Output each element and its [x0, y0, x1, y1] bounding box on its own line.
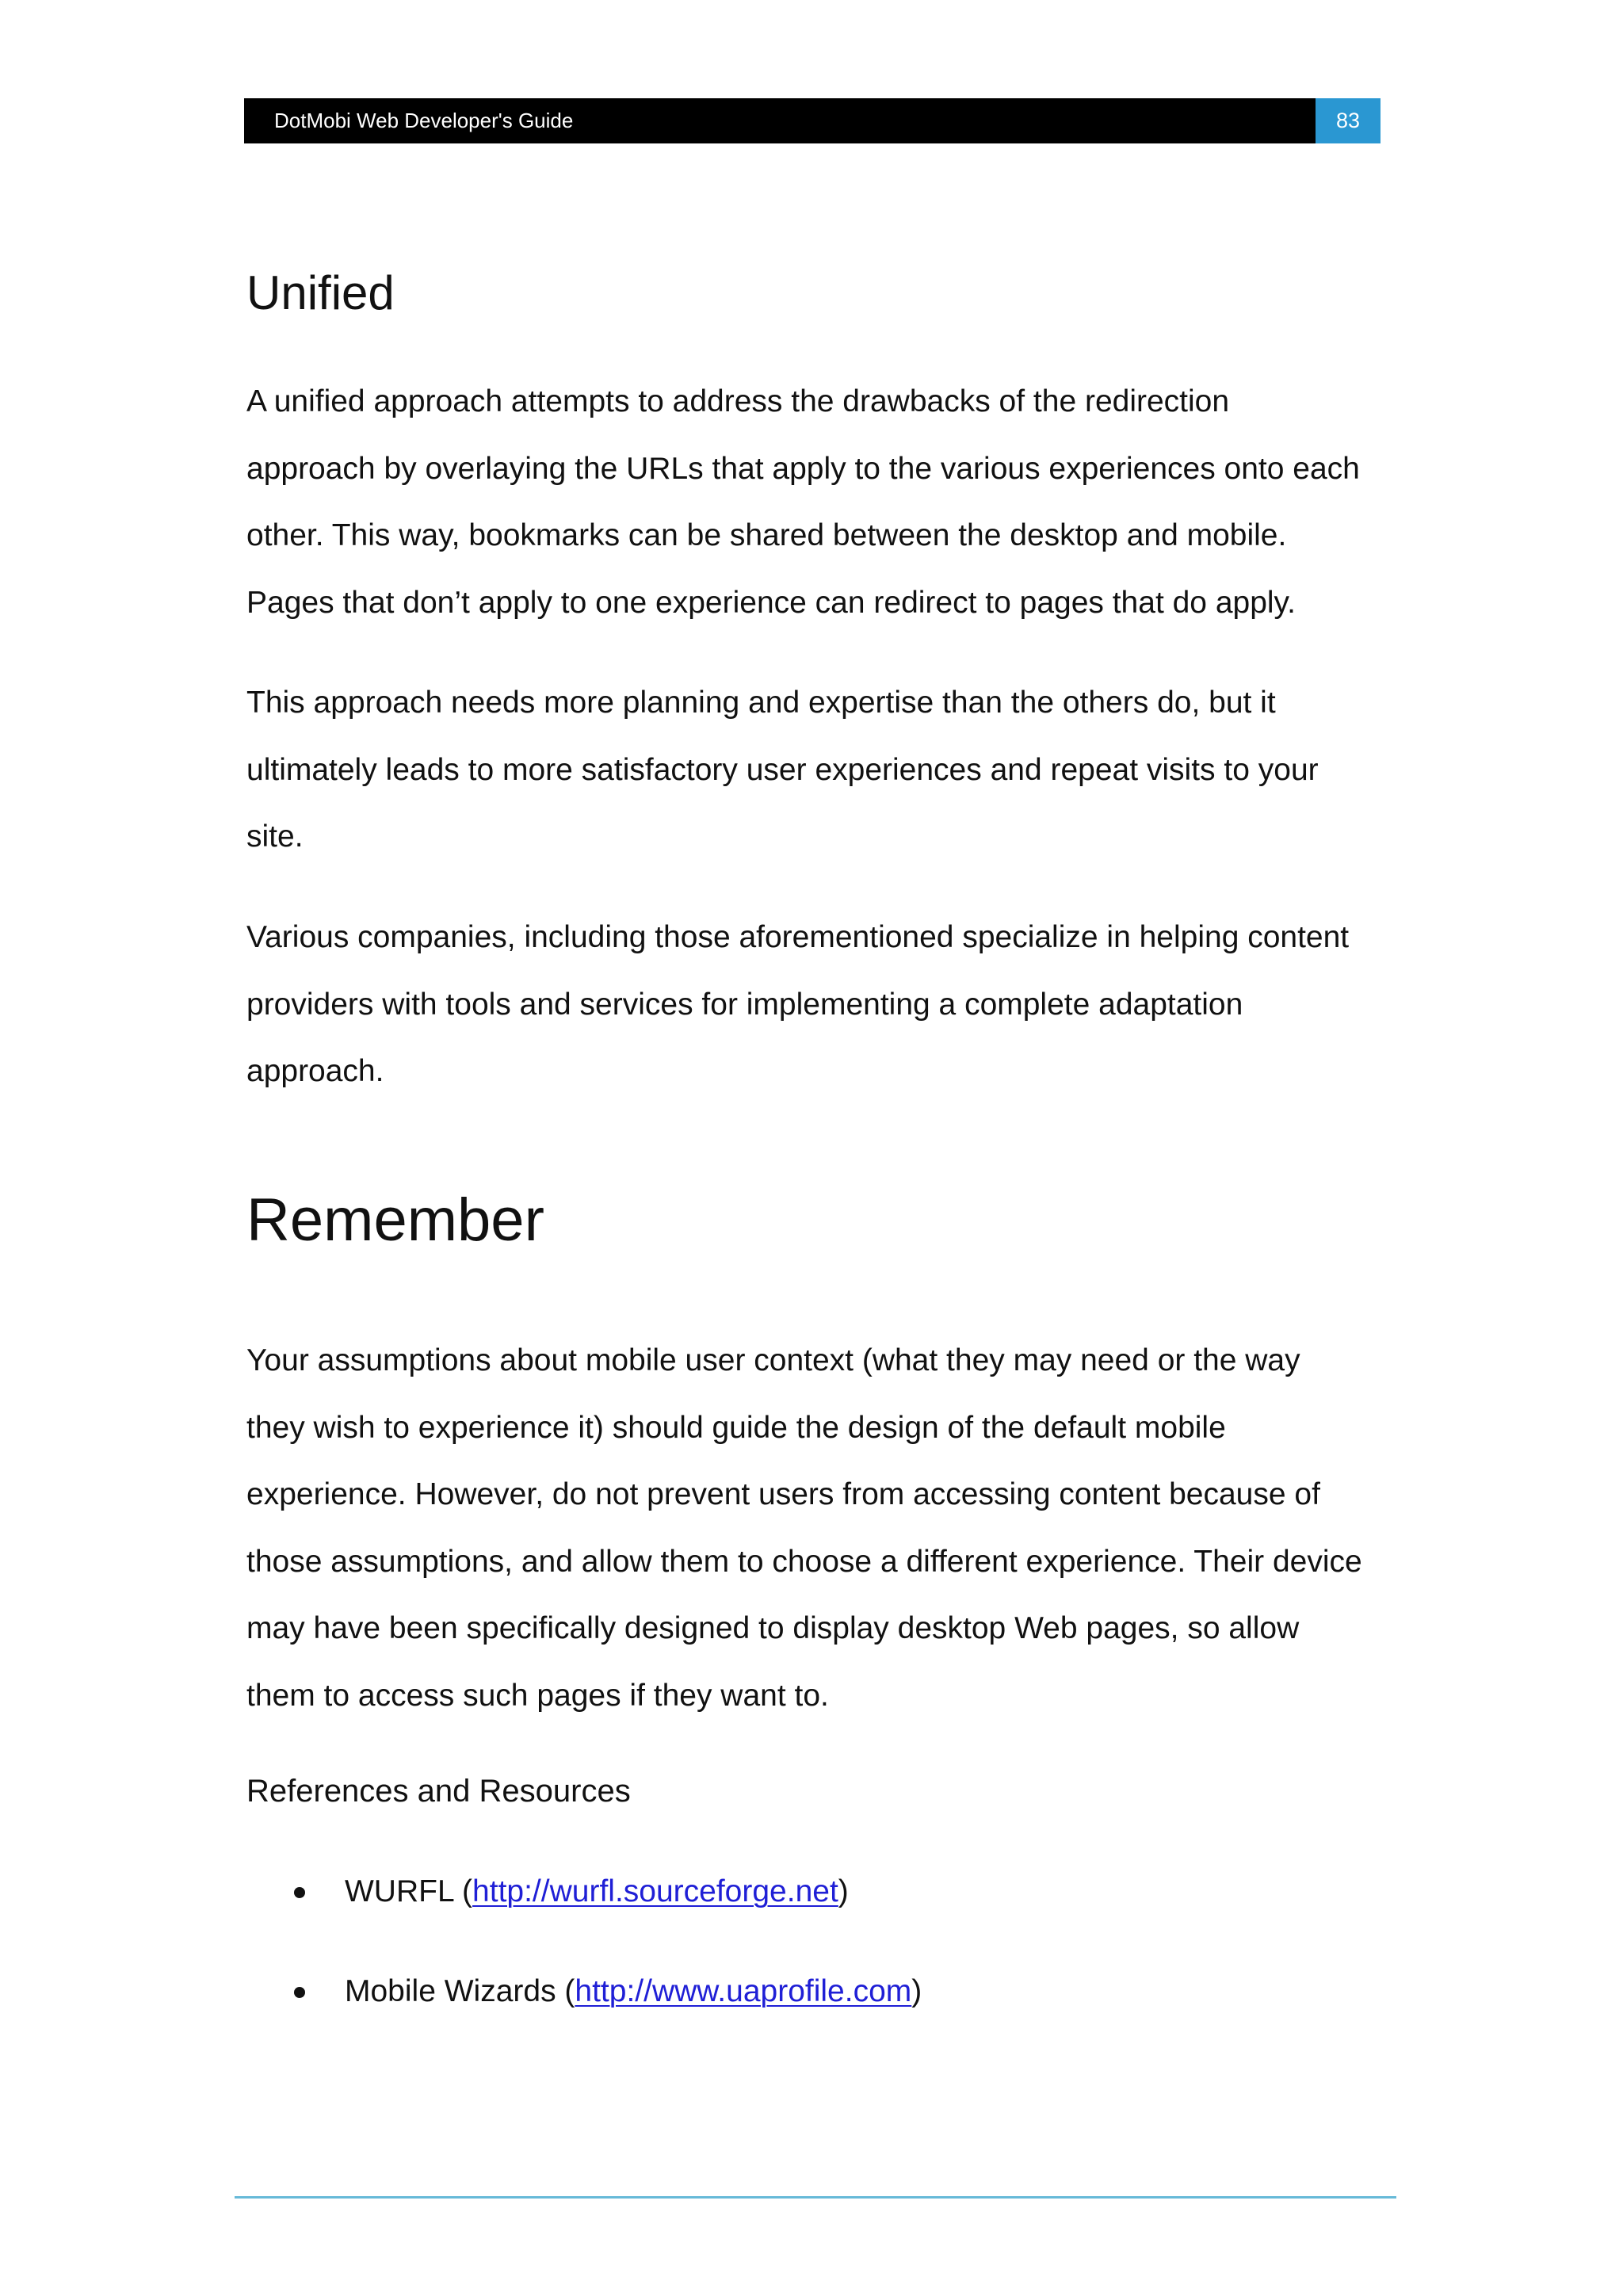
footer-divider [235, 2196, 1396, 2199]
text-line: they wish to experience it) should guide the design of the default mobile [246, 1410, 1226, 1445]
bullet-icon [294, 1987, 305, 1998]
section-heading-remember: Remember [246, 1186, 544, 1254]
text-line: those assumptions, and allow them to choose a different experience. Their device [246, 1544, 1362, 1579]
running-header [244, 98, 1381, 143]
reference-text [345, 1964, 922, 2019]
paragraph-unified-2 [246, 670, 1388, 871]
section-heading-unified: Unified [246, 266, 395, 319]
text-line: Your assumptions about mobile user context (what they may need or the way [246, 1343, 1300, 1377]
text-line: ultimately leads to more satisfactory user experiences and repeat visits to your [246, 752, 1319, 787]
text-line: them to access such pages if they want to. [246, 1678, 829, 1713]
paragraph-unified-3 [246, 904, 1388, 1106]
paragraph-remember [246, 1328, 1388, 1729]
paragraph-unified-1 [246, 369, 1388, 636]
page-number: 83 [1316, 98, 1381, 143]
text-line: experience. However, do not prevent users from accessing content because of [246, 1477, 1320, 1511]
reference-name: Mobile Wizards [345, 1974, 556, 2008]
text-line: may have been specifically designed to display desktop Web pages, so allow [246, 1611, 1300, 1645]
text-line: approach. [246, 1054, 384, 1088]
text-line: approach by overlaying the URLs that apply to the various experiences onto each [246, 451, 1360, 486]
reference-name: WURFL [345, 1874, 454, 1908]
text-line: other. This way, bookmarks can be shared between the desktop and mobile. [246, 518, 1287, 552]
text-line: This approach needs more planning and expertise than the others do, but it [246, 686, 1276, 720]
text-line: providers with tools and services for implementing a complete adaptation [246, 987, 1243, 1022]
text-line: Pages that don’t apply to one experience can redirect to pages that do apply. [246, 585, 1296, 620]
text-line: Various companies, including those aforementioned specialize in helping content [246, 920, 1350, 954]
text-line: site. [246, 819, 304, 854]
reference-close-paren: ) [838, 1874, 849, 1908]
reference-text [345, 1864, 849, 1920]
text-line: A unified approach attempts to address the drawbacks of the redirection [246, 384, 1230, 418]
bullet-icon [294, 1887, 305, 1898]
references-heading: References and Resources [246, 1774, 631, 1809]
reference-open-paren: ( [453, 1874, 473, 1908]
header-title: DotMobi Web Developer's Guide [274, 109, 574, 132]
reference-open-paren: ( [556, 1974, 575, 2008]
reference-link-uaprofile[interactable]: http://www.uaprofile.com [575, 1974, 912, 2008]
reference-link-wurfl[interactable]: http://wurfl.sourceforge.net [472, 1874, 838, 1908]
reference-close-paren: ) [911, 1974, 922, 2008]
